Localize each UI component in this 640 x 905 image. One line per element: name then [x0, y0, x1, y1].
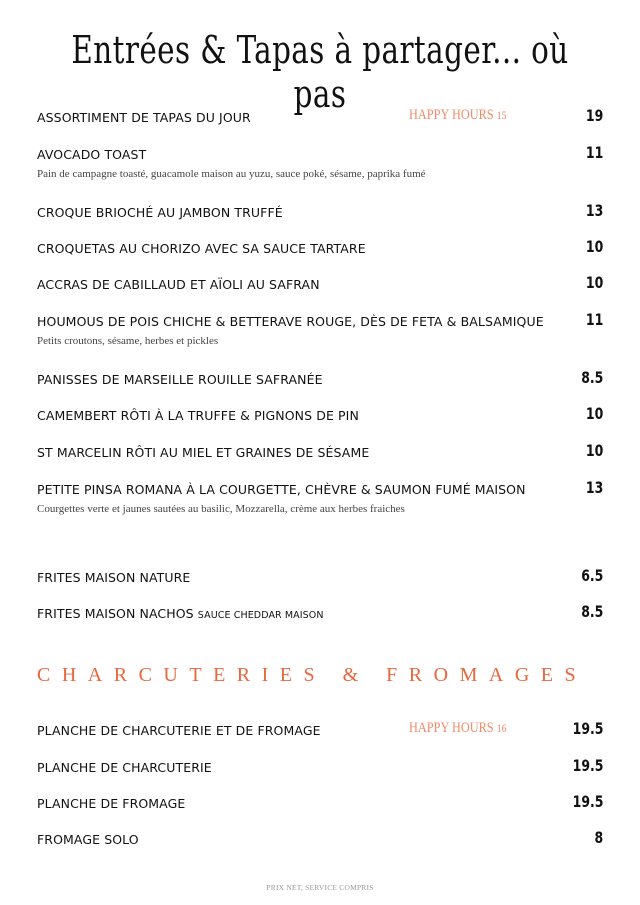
item-name: CAMEMBERT RÔTI À LA TRUFFE & PIGNONS DE PIN — [37, 408, 359, 423]
menu-item — [37, 828, 603, 847]
item-price: 11 — [585, 310, 603, 329]
menu-item — [37, 106, 603, 125]
happy-hours-label: HAPPY HOURS — [409, 107, 494, 123]
menu-item — [37, 756, 603, 775]
menu-item — [37, 602, 603, 621]
item-price: 13 — [585, 478, 603, 497]
item-price: 8.5 — [580, 602, 603, 621]
item-name — [37, 606, 603, 621]
happy-hours-badge — [409, 720, 507, 737]
item-price: 10 — [585, 237, 603, 256]
item-price: 11 — [585, 143, 603, 162]
item-name: PLANCHE DE CHARCUTERIE ET DE FROMAGE — [37, 723, 321, 738]
item-name: PLANCHE DE CHARCUTERIE — [37, 760, 212, 775]
item-price: 19.5 — [572, 719, 603, 738]
happy-hours-price: 15 — [496, 108, 507, 122]
menu-item — [37, 237, 603, 256]
item-price: 10 — [585, 404, 603, 423]
item-price: 10 — [585, 273, 603, 292]
menu-item — [37, 792, 603, 811]
item-price: 19 — [585, 106, 603, 125]
menu-item — [37, 143, 603, 180]
menu-item — [37, 478, 603, 515]
item-name: ST MARCELIN RÔTI AU MIEL ET GRAINES DE SÉSAME — [37, 445, 370, 460]
happy-hours-label: HAPPY HOURS — [409, 720, 494, 736]
item-name: PANISSES DE MARSEILLE ROUILLE SAFRANÉE — [37, 372, 323, 387]
section-title: CHARCUTERIES & FROMAGES — [37, 664, 588, 686]
item-price: 10 — [585, 441, 603, 460]
menu-item — [37, 441, 603, 460]
item-description: Courgettes verte et jaunes sautées au basilic, Mozzarella, crème aux herbes fraiches — [37, 503, 405, 515]
menu-item — [37, 273, 603, 292]
item-name: CROQUETAS AU CHORIZO AVEC SA SAUCE TARTARE — [37, 241, 366, 256]
item-name: AVOCADO TOAST — [37, 147, 147, 162]
happy-hours-price: 16 — [496, 721, 507, 735]
page-title: Entrées & Tapas à partager... où pas — [71, 28, 569, 116]
footer-note: PRIX NET, SERVICE COMPRIS — [266, 883, 374, 892]
happy-hours-badge — [409, 107, 507, 124]
menu-item — [37, 719, 603, 738]
item-price: 19.5 — [572, 756, 603, 775]
item-price: 8.5 — [580, 368, 603, 387]
item-name: ACCRAS DE CABILLAUD ET AÏOLI AU SAFRAN — [37, 277, 320, 292]
item-name: FRITES MAISON NATURE — [37, 570, 191, 585]
item-price: 8 — [594, 828, 603, 847]
item-price: 19.5 — [572, 792, 603, 811]
item-price: 13 — [585, 201, 603, 220]
item-name: PLANCHE DE FROMAGE — [37, 796, 186, 811]
menu-item — [37, 310, 603, 347]
item-name: PETITE PINSA ROMANA À LA COURGETTE, CHÈVRE & SAUMON FUMÉ MAISON — [37, 482, 526, 497]
item-price: 6.5 — [580, 566, 603, 585]
item-name: ASSORTIMENT DE TAPAS DU JOUR — [37, 110, 251, 125]
item-name: HOUMOUS DE POIS CHICHE & BETTERAVE ROUGE, DÈS DE FETA & BALSAMIQUE — [37, 314, 544, 329]
menu-item — [37, 404, 603, 423]
item-description: Petits croutons, sésame, herbes et pickles — [37, 335, 219, 347]
item-name-suffix: SAUCE CHEDDAR MAISON — [197, 610, 324, 621]
item-description: Pain de campagne toasté, guacamole maison au yuzu, sauce poké, sésame, paprika fumé — [37, 168, 426, 180]
menu-item — [37, 201, 603, 220]
menu-item — [37, 368, 603, 387]
item-name: CROQUE BRIOCHÉ AU JAMBON TRUFFÉ — [37, 205, 283, 220]
item-name: FROMAGE SOLO — [37, 832, 139, 847]
menu-item — [37, 566, 603, 585]
item-name-main: FRITES MAISON NACHOS — [37, 606, 194, 621]
